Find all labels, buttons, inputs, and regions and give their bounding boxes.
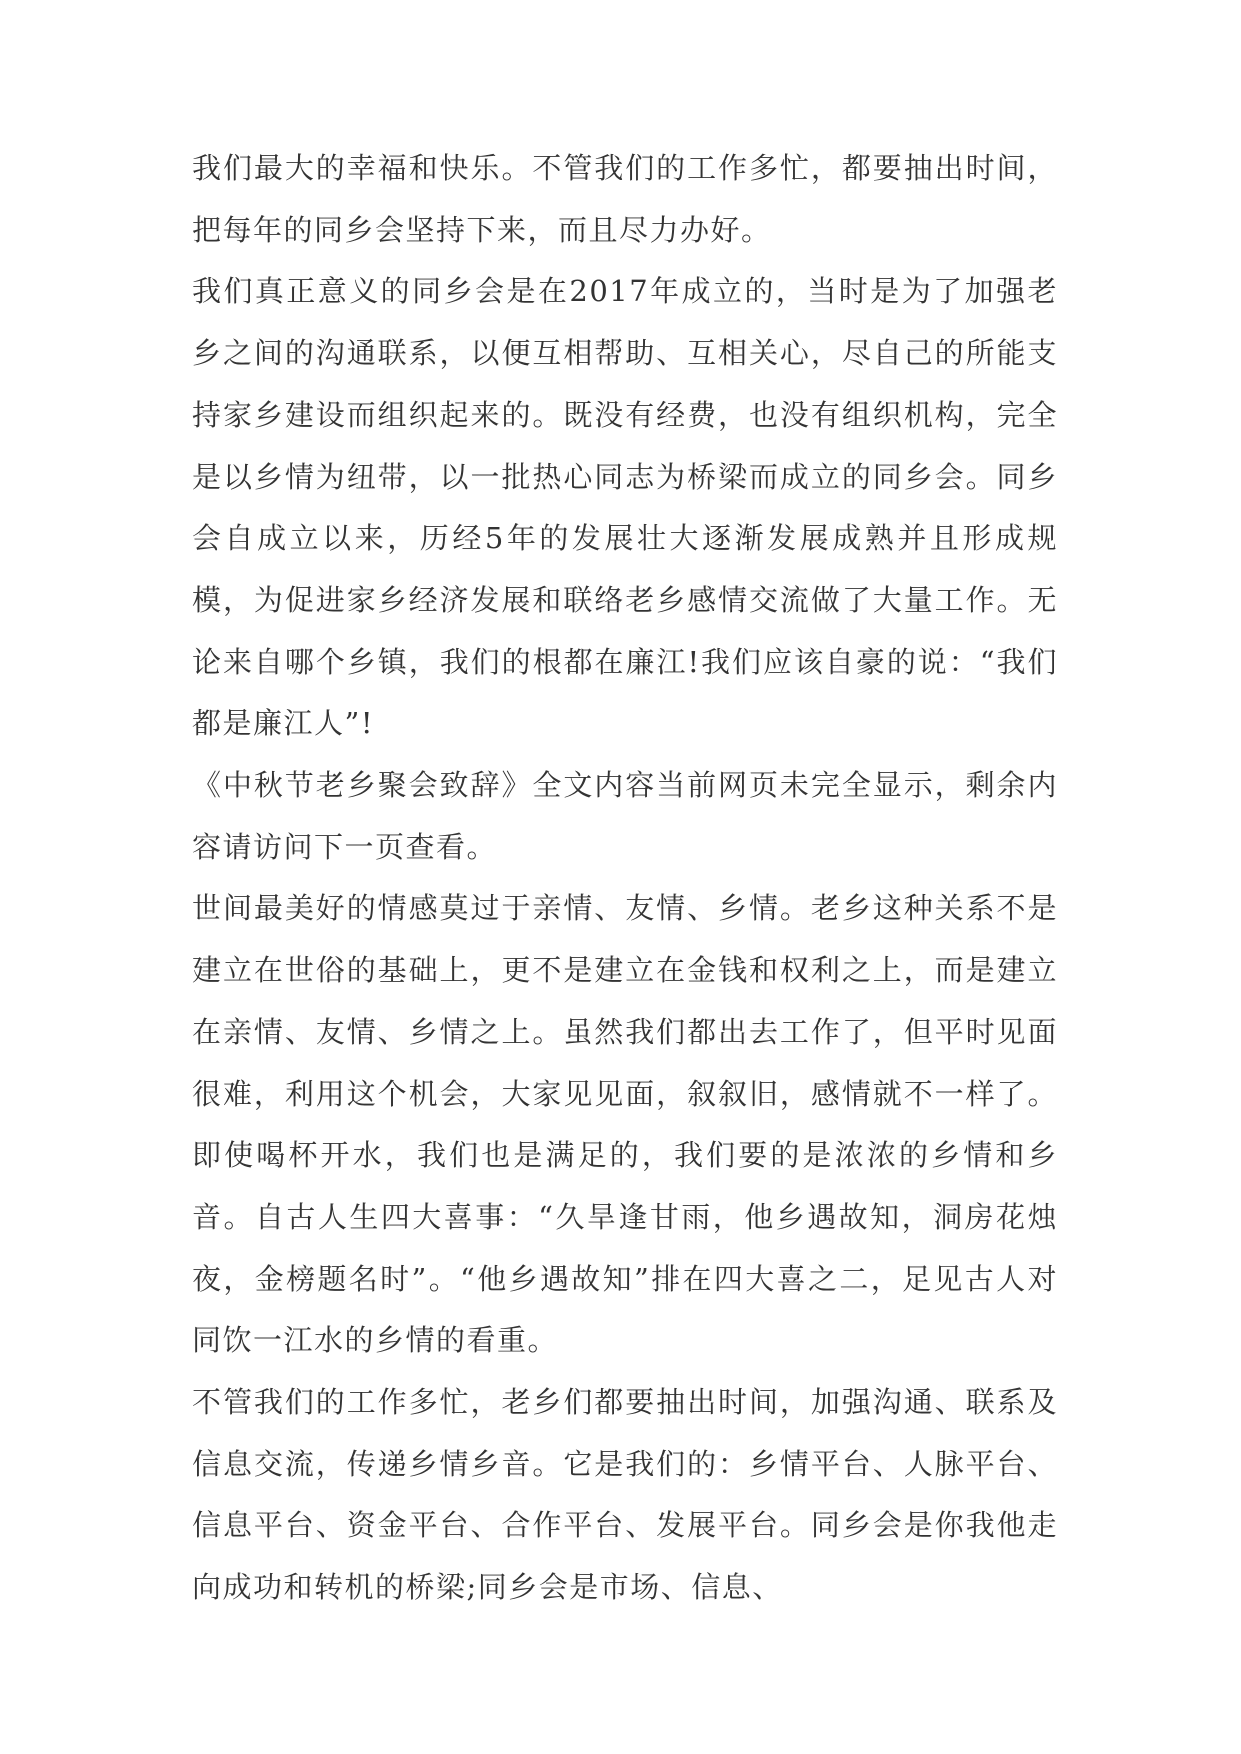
paragraph-4: 世间最美好的情感莫过于亲情、友情、乡情。老乡这种关系不是建立在世俗的基础上，更不是建立在金钱和权利之上，而是建立在亲情、友情、乡情之上。虽然我们都出去工作了，但平时见面很难，利用这个机会，大家见见面，叙叙旧，感情就不一样了。即使喝杯开水，我们也是满足的，我们要的是浓浓的乡情和乡音。自古人生四大喜事：“久旱逢甘雨，他乡遇故知，洞房花烛夜，金榜题名时”。“他乡遇故知”排在四大喜之二，足见古人对同饮一江水的乡情的看重。	[192, 891, 1058, 1358]
paragraph-1: 我们最大的幸福和快乐。不管我们的工作多忙，都要抽出时间，把每年的同乡会坚持下来，而且尽力办好。	[192, 151, 1058, 247]
document-body	[192, 138, 1058, 1619]
paragraph-2: 我们真正意义的同乡会是在2017年成立的，当时是为了加强老乡之间的沟通联系，以便互相帮助、互相关心，尽自己的所能支持家乡建设而组织起来的。既没有经费，也没有组织机构，完全是以乡情为纽带，以一批热心同志为桥梁而成立的同乡会。同乡会自成立以来，历经5年的发展壮大逐渐发展成熟并且形成规模，为促进家乡经济发展和联络老乡感情交流做了大量工作。无论来自哪个乡镇，我们的根都在廉江!我们应该自豪的说：“我们都是廉江人”!	[192, 274, 1058, 741]
paragraph-3: 《中秋节老乡聚会致辞》全文内容当前网页未完全显示，剩余内容请访问下一页查看。	[192, 768, 1058, 864]
paragraph-5: 不管我们的工作多忙，老乡们都要抽出时间，加强沟通、联系及信息交流，传递乡情乡音。它是我们的：乡情平台、人脉平台、信息平台、资金平台、合作平台、发展平台。同乡会是你我他走向成功和转机的桥梁;同乡会是市场、信息、	[192, 1385, 1058, 1605]
